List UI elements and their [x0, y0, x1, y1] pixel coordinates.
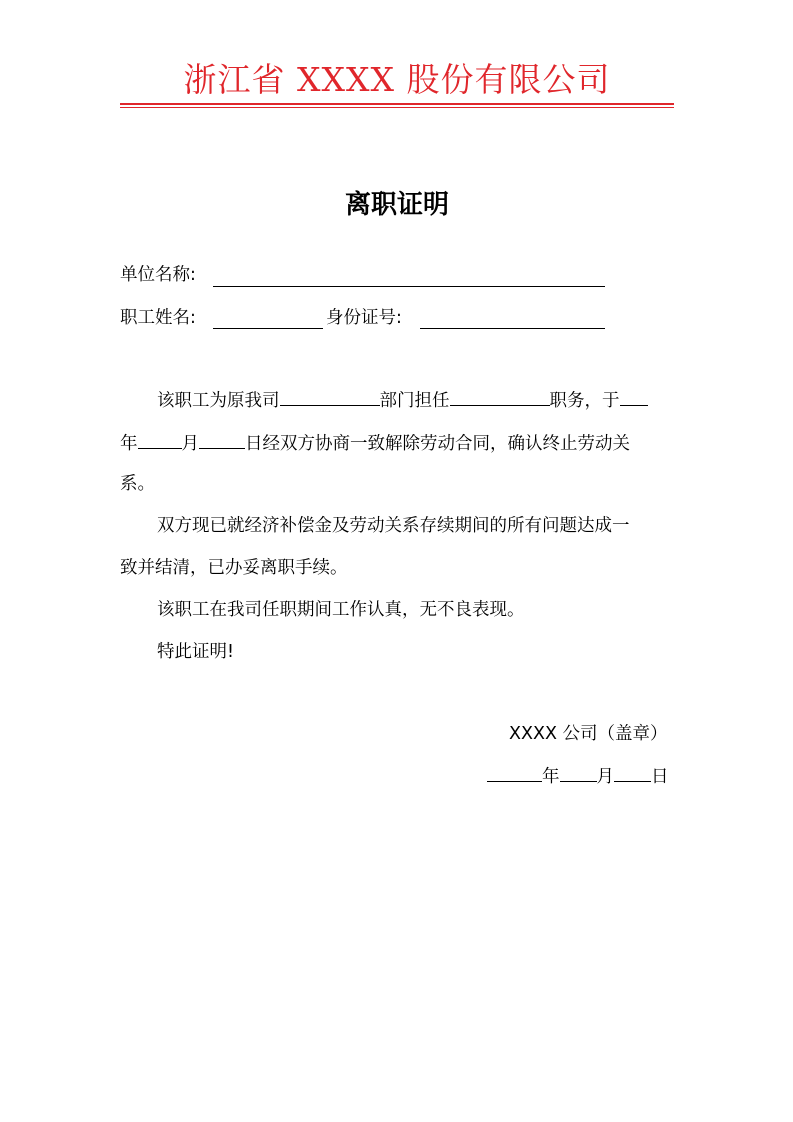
paragraph-1-line-2 — [120, 431, 630, 456]
paragraph-2-line-1: 双方现已就经济补偿金及劳动关系存续期间的所有问题达成一 — [157, 516, 630, 536]
signature-company: XXXX 公司（盖章） — [509, 724, 668, 744]
paragraph-2-line-2: 致并结清，已办妥离职手续。 — [120, 558, 348, 578]
paragraph-4: 特此证明! — [157, 642, 235, 662]
unit-name-label: 单位名称: — [120, 265, 196, 285]
paragraph-1-line-1 — [120, 388, 648, 413]
unit-name-row — [120, 263, 196, 287]
id-number-blank — [420, 328, 605, 329]
year-start-blank — [620, 388, 648, 406]
paragraph-3: 该职工在我司任职期间工作认真，无不良表现。 — [157, 600, 525, 620]
sign-year-blank — [487, 764, 542, 782]
letterhead-rule-thin — [120, 107, 674, 108]
sign-year-label: 年 — [542, 767, 560, 787]
signature-date — [487, 764, 669, 789]
paragraph-1-line-3: 系。 — [120, 474, 155, 494]
letterhead-rule-thick — [120, 103, 674, 105]
document-title: 离职证明 — [344, 190, 449, 220]
year-blank — [138, 431, 182, 449]
p1-text-b: 部门担任 — [379, 391, 450, 411]
p1-text-a: 该职工为原我司 — [157, 391, 280, 411]
sign-month-label: 月 — [596, 767, 614, 787]
p1-month-label: 月 — [181, 434, 199, 454]
position-blank — [450, 388, 550, 406]
employee-name-label: 职工姓名: — [120, 308, 196, 328]
p1-text-c: 职务，于 — [549, 391, 620, 411]
sign-month-blank — [560, 764, 597, 782]
department-blank — [280, 388, 380, 406]
employee-name-blank — [213, 328, 323, 329]
sign-day-label: 日 — [651, 767, 669, 787]
p1-year-label: 年 — [120, 434, 138, 454]
unit-name-blank — [213, 286, 605, 287]
p1-text-d: 日经双方协商一致解除劳动合同，确认终止劳动关 — [245, 434, 630, 454]
sign-day-blank — [614, 764, 651, 782]
month-blank — [199, 431, 245, 449]
id-number-label: 身份证号: — [326, 308, 402, 328]
letterhead-company: 浙江省 XXXX 股份有限公司 — [183, 60, 611, 99]
